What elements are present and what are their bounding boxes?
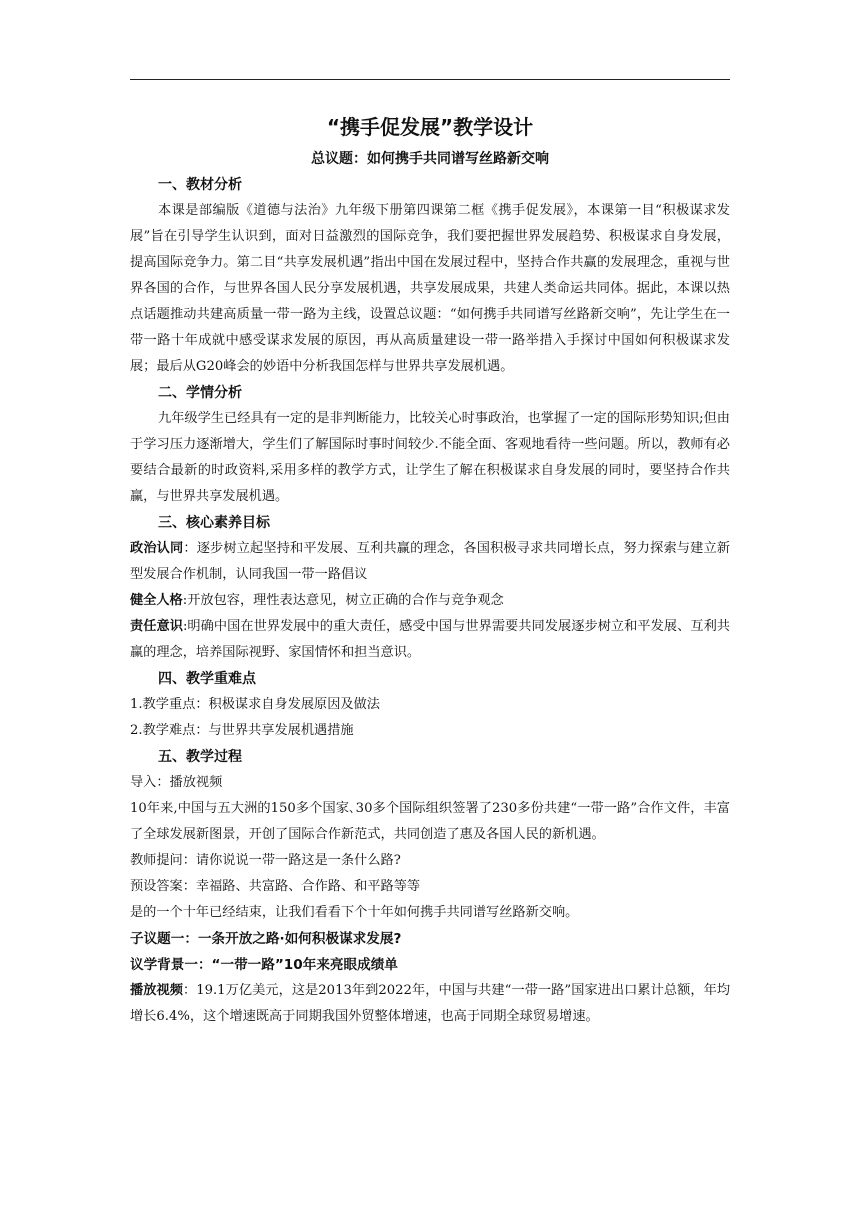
textbook-analysis-paragraph: 本课是部编版《道德与法治》九年级下册第四课第二框《携手促发展》，本课第一目“积极谋求发展”旨在引导学生认识到，面对日益激烈的国际竞争，我们要把握世界发展趋势、积极谋求自身发展，提高国际竞争力。第二目“共享发展机遇”指出中国在发展过程中，坚持合作共赢的发展理念，重视与世界各国的合作，与世界各国人民分享发展机遇，共享发展成果，共建人类命运共同体。据此，本课以热点话题推动共建高质量一带一路为主线，设置总议题：“如何携手共同谱写丝路新交响”，先让学生在一带一路十年成就中感受谋求发展的原因，再从高质量建设一带一路举措入手探讨中国如何积极谋求发展；最后从G20峰会的妙语中分析我国怎样与世界共享发展机遇。 <box>130 203 730 374</box>
preset-answer: 预设答案：幸福路、共富路、合作路、和平路等等 <box>130 879 421 894</box>
goal-responsibility <box>130 614 730 666</box>
goal-label: 政治认同 <box>130 541 184 556</box>
document-page <box>130 112 730 1030</box>
section-heading-textbook-analysis: 一、教材分析 <box>158 177 242 193</box>
goal-text: ：逐步树立起坚持和平发展、互利共赢的理念，各国积极寻求共同增长点，努力探索与建立新型发展合作机制，认同我国一带一路倡议 <box>130 541 731 582</box>
sub-topic-one: 子议题一：一条开放之路·如何积极谋求发展? <box>130 931 402 947</box>
video-text: ：19.1万亿美元，这是2013年到2022年，中国与共建“一带一路”国家进出口累计总额，年均增长6.4%，这个增速既高于同期我国外贸整体增速，也高于同期全球贸易增速。 <box>130 983 731 1024</box>
goal-political-identity <box>130 536 730 588</box>
goal-label: 健全人格 <box>130 593 183 608</box>
goal-text: :开放包容，理性表达意见，树立正确的合作与竞争观念 <box>182 593 504 608</box>
intro-line: 导入：播放视频 <box>130 775 223 790</box>
intro-paragraph: 10年来,中国与五大洲的150多个国家､30多个国际组织签署了230多份共建“一带一路”合作文件，丰富了全球发展新图景，开创了国际合作新范式，共同创造了惠及各国人民的新机遇。 <box>130 801 730 842</box>
document-title: “携手促发展”教学设计 <box>326 115 534 139</box>
section-heading-teaching-process: 五、教学过程 <box>158 749 242 765</box>
video-paragraph <box>130 978 730 1030</box>
section-heading-key-points: 四、教学重难点 <box>158 671 256 687</box>
goal-label: 责任意识 <box>130 619 183 634</box>
header-rule <box>130 79 730 80</box>
goal-sound-personality <box>130 588 730 614</box>
goal-text: :明确中国在世界发展中的重大责任，感受中国与世界需要共同发展逐步树立和平发展、互利共赢的理念，培养国际视野、家国情怀和担当意识。 <box>130 619 730 660</box>
section-heading-student-analysis: 二、学情分析 <box>158 385 242 401</box>
background-one: 议学背景一：“一带一路”10年来亮眼成绩单 <box>130 957 398 973</box>
transition-line: 是的一个十年已经结束，让我们看看下个十年如何携手共同谱写丝路新交响。 <box>130 905 579 920</box>
section-heading-core-goals: 三、核心素养目标 <box>158 515 270 531</box>
key-point: 1.教学重点：积极谋求自身发展原因及做法 <box>130 697 380 712</box>
video-label: 播放视频 <box>130 983 183 998</box>
difficult-point: 2.教学难点：与世界共享发展机遇措施 <box>130 723 354 738</box>
teacher-question: 教师提问：请你说说一带一路这是一条什么路? <box>130 853 401 868</box>
student-analysis-paragraph: 九年级学生已经具有一定的是非判断能力，比较关心时事政治，也掌握了一定的国际形势知识;但由于学习压力逐渐增大，学生们了解国际时事时间较少.不能全面、客观地看待一些问题。所以，教师有必要结合最新的时政资料,采用多样的教学方式，让学生了解在积极谋求自身发展的同时，要坚持合作共赢，与世界共享发展机遇。 <box>130 411 730 504</box>
document-subtitle: 总议题：如何携手共同谱写丝路新交响 <box>311 151 549 167</box>
